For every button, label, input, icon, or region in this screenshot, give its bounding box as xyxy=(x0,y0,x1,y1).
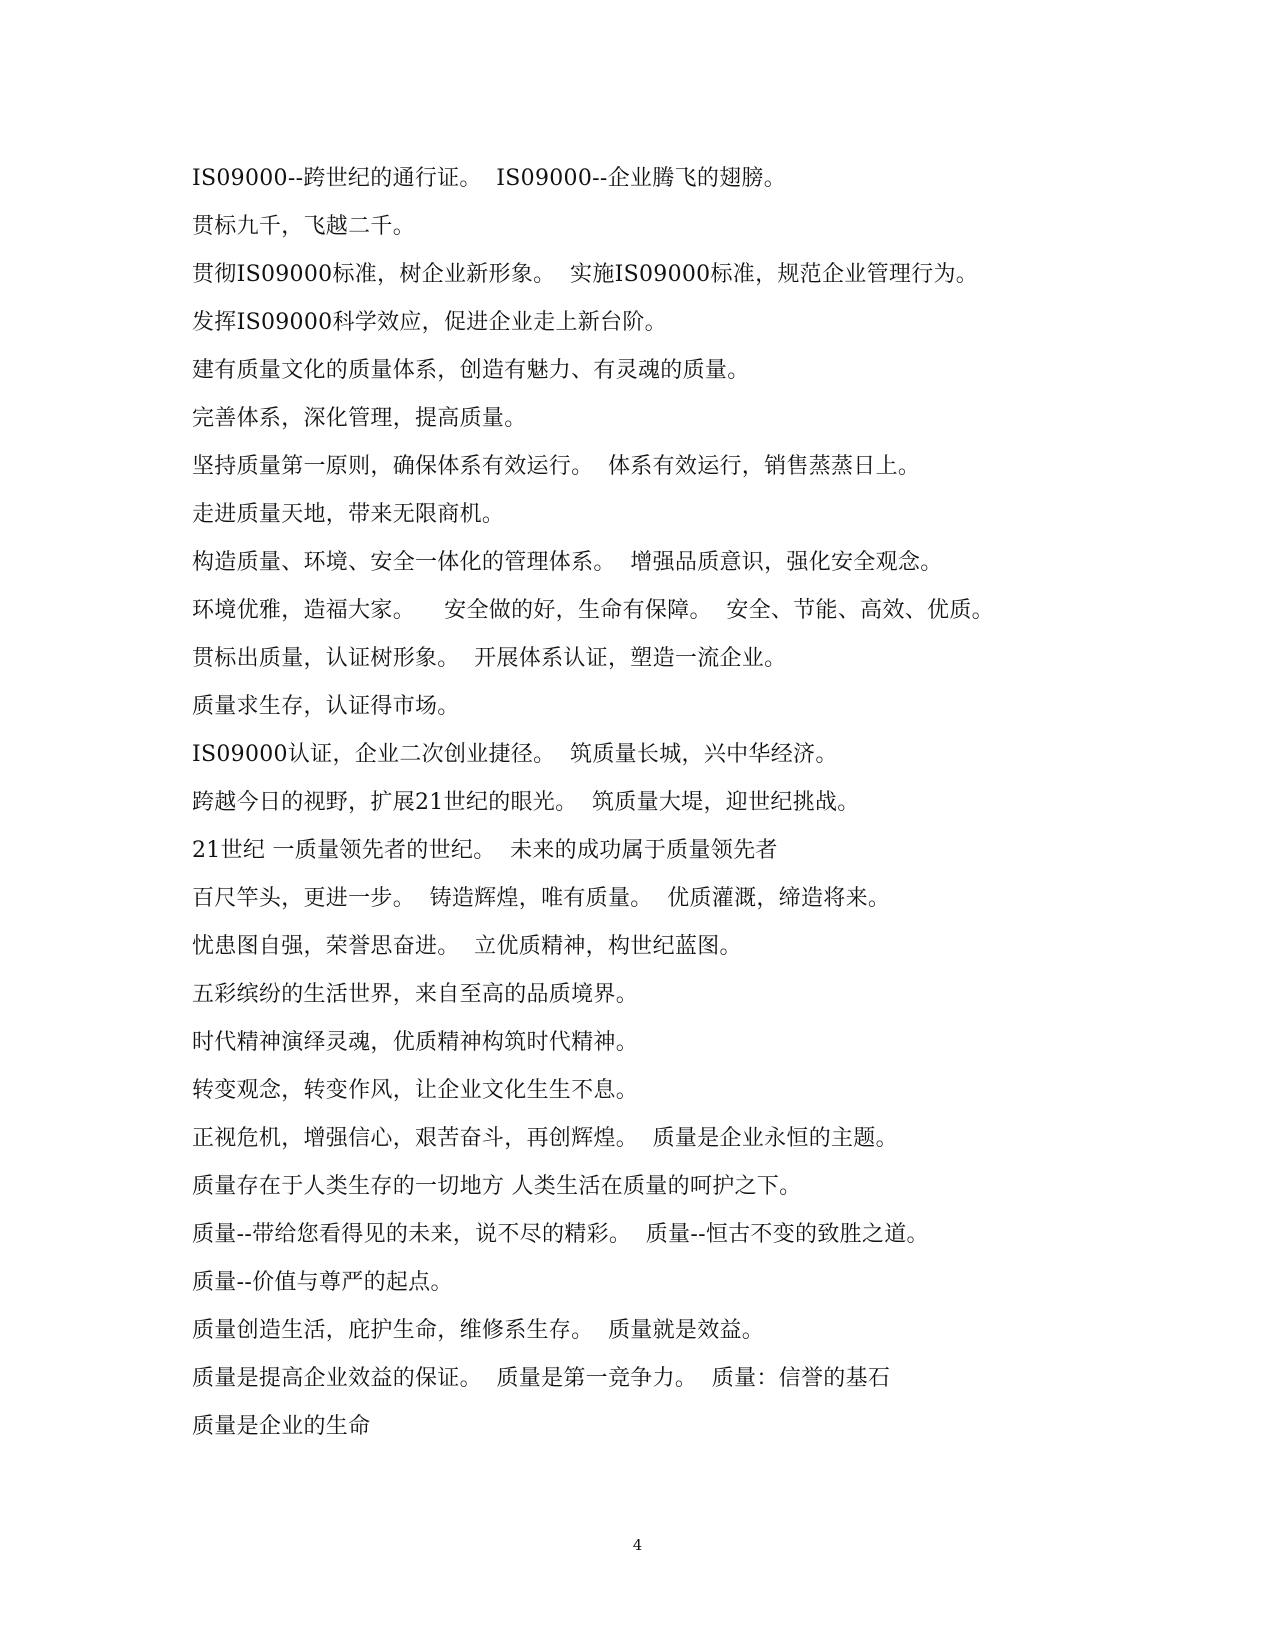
text-line: 五彩缤纷的生活世界，来自至高的品质境界。 xyxy=(192,982,639,1007)
text-line: 质量是提高企业效益的保证。 质量是第一竞争力。 质量：信誉的基石 xyxy=(192,1366,891,1391)
text-line: 发挥IS09000科学效应，促进企业走上新台阶。 xyxy=(192,310,667,335)
page-number: 4 xyxy=(632,1536,643,1554)
text-line: 质量创造生活，庇护生命，维修系生存。 质量就是效益。 xyxy=(192,1318,765,1343)
text-line: 贯彻IS09000标准，树企业新形象。 实施IS09000标准，规范企业管理行为。 xyxy=(192,262,979,287)
text-line: 贯标出质量，认证树形象。 开展体系认证，塑造一流企业。 xyxy=(192,646,787,671)
text-line: 质量是企业的生命 xyxy=(192,1414,371,1439)
text-line: 坚持质量第一原则，确保体系有效运行。 体系有效运行，销售蒸蒸日上。 xyxy=(192,454,921,479)
text-line: IS09000--跨世纪的通行证。 IS09000--企业腾飞的翅膀。 xyxy=(192,166,787,191)
text-line: 构造质量、环境、安全一体化的管理体系。 增强品质意识，强化安全观念。 xyxy=(192,550,943,575)
text-line: 忧患图自强，荣誉思奋进。 立优质精神，构世纪蓝图。 xyxy=(192,934,742,959)
text-line: 质量存在于人类生存的一切地方 人类生活在质量的呵护之下。 xyxy=(192,1174,802,1199)
text-line: 跨越今日的视野，扩展21世纪的眼光。 筑质量大堤，迎世纪挑战。 xyxy=(192,790,860,815)
text-line: 百尺竿头，更进一步。 铸造辉煌，唯有质量。 优质灌溉，缔造将来。 xyxy=(192,886,891,911)
text-line: 时代精神演绎灵魂，优质精神构筑时代精神。 xyxy=(192,1030,639,1055)
text-line: 质量--带给您看得见的未来，说不尽的精彩。 质量--恒古不变的致胜之道。 xyxy=(192,1222,929,1247)
text-line: 环境优雅，造福大家。 安全做的好，生命有保障。 安全、节能、高效、优质。 xyxy=(192,598,994,623)
text-line: 21世纪 一质量领先者的世纪。 未来的成功属于质量领先者 xyxy=(192,838,778,863)
slogan-list xyxy=(192,165,1142,1461)
text-line: 正视危机，增强信心，艰苦奋斗，再创辉煌。 质量是企业永恒的主题。 xyxy=(192,1126,898,1151)
text-line: 走进质量天地，带来无限商机。 xyxy=(192,502,505,527)
text-line: 转变观念，转变作风，让企业文化生生不息。 xyxy=(192,1078,639,1103)
text-line: 质量求生存，认证得市场。 xyxy=(192,694,460,719)
text-line: 完善体系，深化管理，提高质量。 xyxy=(192,406,527,431)
text-line: 贯标九千，飞越二千。 xyxy=(192,214,416,239)
text-line: IS09000认证，企业二次创业捷径。 筑质量长城，兴中华经济。 xyxy=(192,742,838,767)
text-line: 质量--价值与尊严的起点。 xyxy=(192,1270,453,1295)
text-line: 建有质量文化的质量体系，创造有魅力、有灵魂的质量。 xyxy=(192,358,750,383)
